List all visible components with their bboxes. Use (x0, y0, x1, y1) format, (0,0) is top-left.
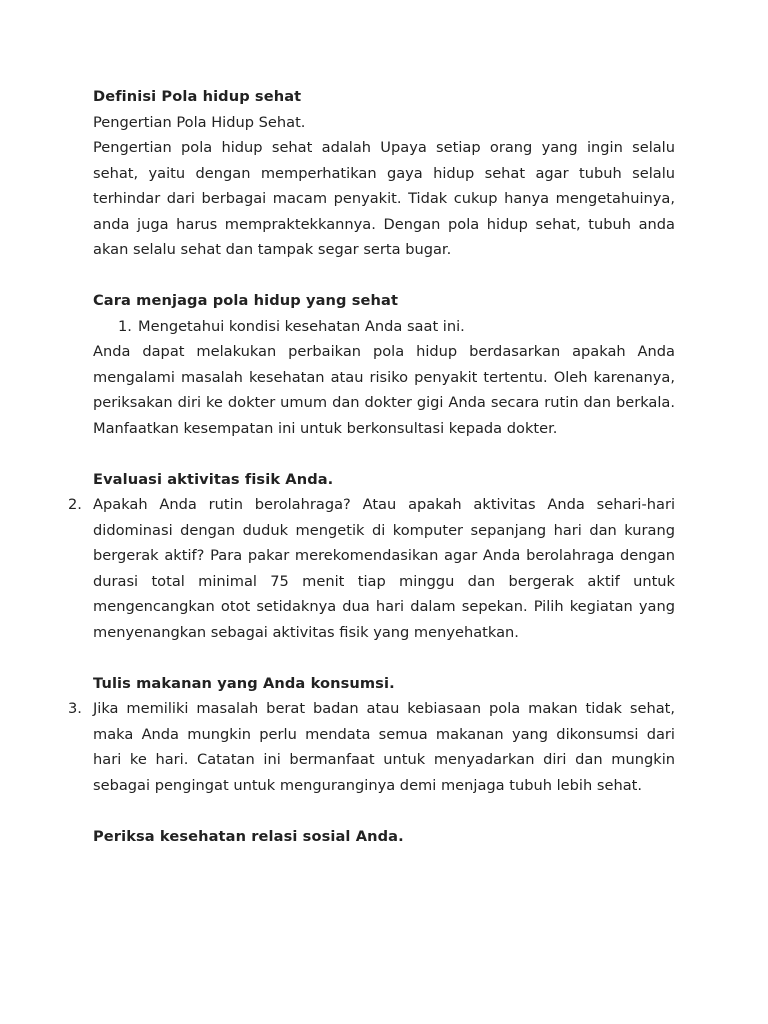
section-heading-cara-menjaga: Cara menjaga pola hidup yang sehat (93, 292, 399, 309)
list-number-1: 1. (118, 317, 132, 335)
paragraph-makanan: Jika memiliki masalah berat badan atau kebiasaan pola makan tidak sehat, maka Anda mungkin perlu mendata semua makanan yang dikonsumsi dari hari ke hari. Catatan ini bermanfaat untuk menyadarkan diri dan mungkin sebagai pengingat untuk menguranginya demi menjaga tubuh lebih sehat. (93, 700, 675, 794)
section-subtitle-pengertian: Pengertian Pola Hidup Sehat. (93, 113, 306, 131)
spacer (93, 645, 675, 671)
document-body (68, 84, 675, 849)
paragraph-pengertian: Pengertian pola hidup sehat adalah Upaya setiap orang yang ingin selalu sehat, yaitu dengan memperhatikan gaya hidup sehat agar tubuh selalu terhindar dari berbagai macam penyakit. Tidak cukup hanya mengetahuinya, anda juga harus mempraktekkannya. Dengan pola hidup sehat, tubuh anda akan selalu sehat dan tampak segar serta bugar. (93, 139, 675, 258)
section-heading-relasi-sosial: Periksa kesehatan relasi sosial Anda. (93, 827, 404, 845)
section-heading-definisi: Definisi Pola hidup sehat (93, 88, 302, 105)
section-heading-tulis-makanan: Tulis makanan yang Anda konsumsi. (93, 674, 395, 692)
list-item-1 (93, 314, 675, 340)
list-number-2: 2. (68, 496, 82, 513)
section-heading-evaluasi: Evaluasi aktivitas fisik Anda. (93, 470, 334, 488)
list-item-2 (68, 492, 675, 645)
spacer (93, 263, 675, 289)
list-item-3 (68, 696, 675, 798)
spacer (93, 441, 675, 467)
paragraph-aktivitas-fisik: Apakah Anda rutin berolahraga? Atau apakah aktivitas Anda sehari-hari didominasi dengan duduk mengetik di komputer sepanjang hari dan kurang bergerak aktif? Para pakar merekomendasikan agar Anda berolahraga dengan durasi total minimal 75 menit tiap minggu dan bergerak aktif untuk mengencangkan otot setidaknya dua hari dalam sepekan. Pilih kegiatan yang menyenangkan sebagai aktivitas fisik yang menyehatkan. (93, 496, 675, 641)
list-number-3: 3. (68, 700, 82, 717)
spacer (93, 798, 675, 824)
paragraph-kondisi-kesehatan: Anda dapat melakukan perbaikan pola hidup berdasarkan apakah Anda mengalami masalah kesehatan atau risiko penyakit tertentu. Oleh karenanya, periksakan diri ke dokter umum dan dokter gigi Anda secara rutin dan berkala. Manfaatkan kesempatan ini untuk berkonsultasi kepada dokter. (93, 343, 675, 437)
list-item-1-text: Mengetahui kondisi kesehatan Anda saat ini. (138, 317, 465, 335)
